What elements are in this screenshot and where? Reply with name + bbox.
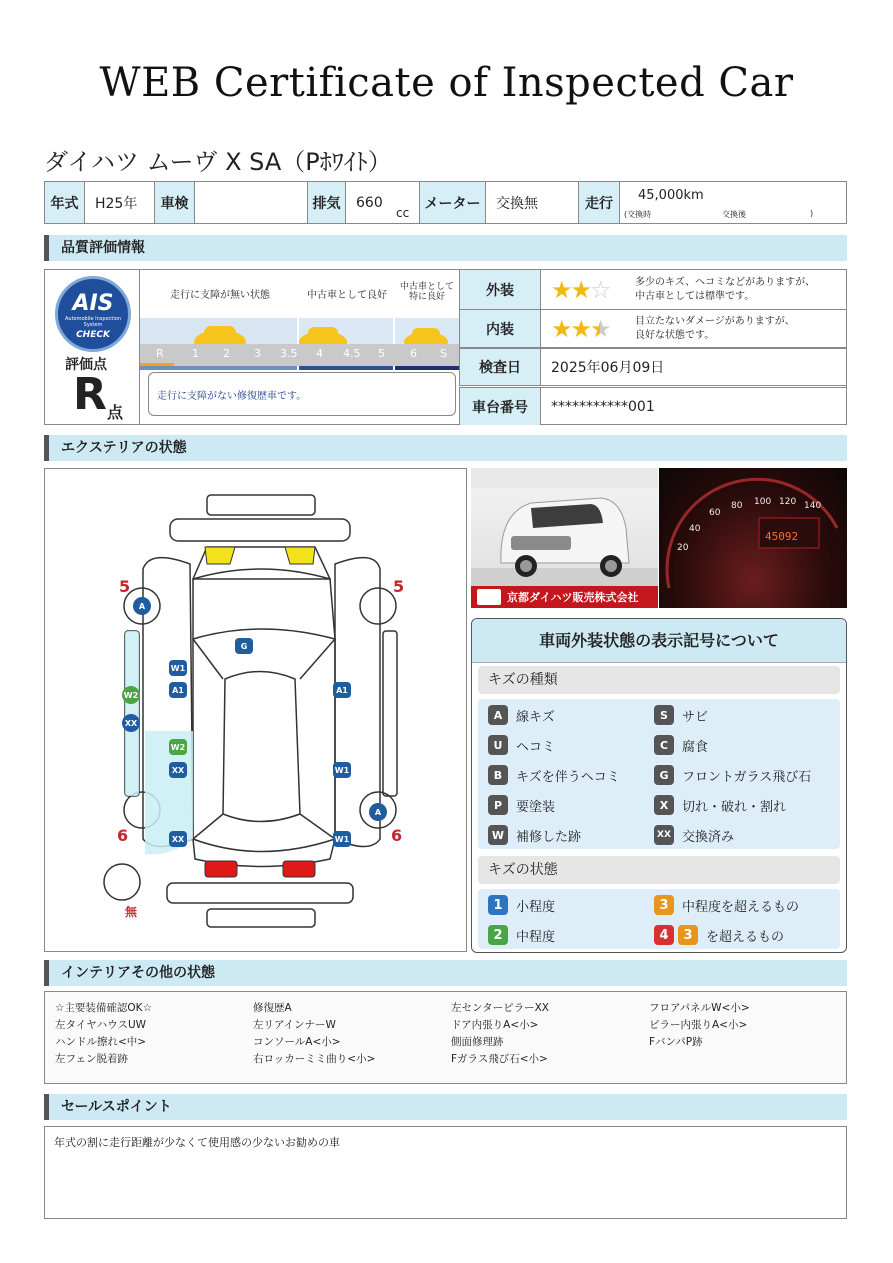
legend-item-a: A 線キズ [488,705,555,725]
interior-item: 左タイヤハウスUW [55,1019,147,1031]
interior-desc-line2: 良好な状態です。 [635,329,715,341]
car-diagram [45,469,466,951]
legend-state-1: 1 小程度 [488,895,555,915]
exterior-section-header: エクステリアの状態 [44,435,847,461]
interior-item: 左フェン脱着跡 [55,1053,128,1065]
displacement-value: 660 [356,194,383,211]
scale-step-2: 2 [223,347,230,360]
legend-state-4: 4 3 を超えるもの [654,925,784,945]
svg-text:100: 100 [754,497,772,507]
svg-text:140: 140 [804,501,822,511]
odometer-readout: 45092 [765,530,799,543]
interior-item: 右ロッカーミミ曲り<小> [253,1053,376,1065]
quality-section-header: 品質評価情報 [44,235,847,261]
car-name: ダイハツ ムーヴ X SA（Pﾎﾜｲﾄ） [44,148,392,176]
tire-label-rl: 6 [117,826,129,845]
mileage-cell [620,182,846,223]
score-unit: 点 [107,403,124,422]
exterior-label: 外装 [459,270,541,309]
legend-state-2: 2 中程度 [488,925,555,945]
badge-g-windshield [235,638,253,654]
badge-w1-right-rear [333,762,351,778]
inspection-date-value: 2025年06月09日 [551,360,665,376]
score-comment: 走行に支障がない修復歴車です。 [157,391,307,402]
scale-header-2: 中古車として良好 [307,290,387,301]
tire-label-fr: 5 [393,577,405,596]
inspection-date-label: 検査日 [459,349,541,385]
badge-a1-left-front [169,682,187,698]
interior-item: 左センターピラーXX [451,1002,549,1014]
interior-desc-line1: 目立たないダメージがありますが、 [635,315,795,327]
badge-xx-rear-left [169,831,187,847]
scale-step-1: 1 [192,347,199,360]
interior-item: Fガラス飛び石<小> [451,1053,548,1065]
scale-step-r: R [156,347,164,360]
inspection-date-row [459,348,847,386]
legend-item-x: X 切れ・破れ・割れ [654,795,786,815]
sales-section-header: セールスポイント [44,1094,847,1120]
interior-item: FバンパP跡 [649,1036,703,1048]
vin-row [459,387,847,425]
svg-text:G: G [240,642,248,651]
svg-text:20: 20 [677,543,689,553]
ais-logo [55,276,131,352]
svg-text:W1: W1 [334,766,350,775]
car-photo[interactable] [471,468,658,608]
year-label: 年式 [45,182,85,223]
badge-xx-skirt [122,714,140,732]
exterior-desc [635,276,815,304]
ais-logo-name: AIS [72,291,114,316]
exterior-desc-line2: 中古車としては標準です。 [635,290,755,302]
tire-label-rr: 6 [391,826,403,845]
meter-label: メーター [420,182,486,223]
legend-item-g: G フロントガラス飛び石 [654,765,811,785]
scale-step-3: 3 [254,347,261,360]
legend-item-s: S サビ [654,705,708,725]
svg-text:XX: XX [171,835,185,844]
svg-text:W2: W2 [170,743,186,752]
scale-header-3: 中古車として特に良好 [399,282,454,302]
damage-state-area [478,889,840,949]
scale-step-s: S [440,347,447,360]
vin-value: ***********001 [551,398,655,415]
legend-item-b: B キズを伴うヘコミ [488,765,620,785]
scale-step-6: 6 [410,347,417,360]
daihatsu-logo-icon [477,589,501,605]
interior-section-header: インテリアその他の状態 [44,960,847,986]
score-value: R [73,369,107,420]
scale-step-3-5: 3.5 [280,347,298,360]
interior-label: 内装 [459,310,541,347]
mileage-note-close: ) [810,209,814,218]
svg-text:A1: A1 [336,686,348,695]
svg-text:XX: XX [124,719,138,728]
car-diagram-box [44,468,467,952]
svg-text:A: A [138,602,146,611]
interior-item: 修復歴A [253,1002,292,1014]
legend-item-w: W 補修した跡 [488,825,581,845]
mileage-note-left: (交換時 [624,210,652,219]
interior-item: ピラー内張りA<小> [649,1019,748,1031]
scale-step-5: 5 [378,347,385,360]
vin-label: 車台番号 [459,388,541,425]
badge-a1-right-front [333,682,351,698]
interior-item: ハンドル擦れ<中> [55,1036,147,1048]
interior-rating-row [459,310,847,348]
mileage-note-right: 交換後 [722,210,746,219]
exterior-rating-row [459,270,847,310]
meter-photo[interactable] [659,468,847,608]
symbol-legend [471,618,847,953]
sales-point-text: 年式の割に走行距離が少なくて使用感の少ないお勧めの車 [54,1136,340,1149]
svg-text:A: A [374,808,382,817]
comment-bubble [148,372,456,416]
svg-text:40: 40 [689,524,701,534]
legend-item-u: U ヘコミ [488,735,555,755]
svg-text:W1: W1 [334,835,350,844]
interior-item: コンソールA<小> [253,1036,341,1048]
dealer-name: 京都ダイハツ販売株式会社 [507,591,639,604]
scale-header-1: 走行に支障が無い状態 [170,290,270,301]
exterior-stars: ★★☆ [551,275,610,304]
interior-rating [541,310,847,347]
badge-xx-left-rear [169,762,187,778]
interior-item: 左リアインナーW [253,1019,336,1031]
legend-item-xx: XX 交換済み [654,825,734,845]
shaken-label: 車検 [155,182,195,223]
svg-text:A1: A1 [172,686,184,695]
mileage-label: 走行 [579,182,620,223]
damage-type-area [478,699,840,849]
displacement-label: 排気 [308,182,346,223]
scale-step-labels [140,344,459,366]
svg-text:XX: XX [171,766,185,775]
meter-value: 交換無 [486,182,579,223]
legend-state-3: 3 中程度を超えるもの [654,895,799,915]
tire-label-fl: 5 [119,577,131,596]
interior-box [44,991,847,1084]
badge-w1-left-front [169,660,187,676]
legend-item-c: C 腐食 [654,735,708,755]
score-scale [140,270,459,425]
badge-w2-left-rear [169,739,187,755]
ais-logo-sub: Automobile Inspection System [65,316,121,328]
svg-text:60: 60 [709,508,721,518]
interior-item: フロアパネルW<小> [649,1002,750,1014]
interior-item: ドア内張りA<小> [451,1019,539,1031]
svg-text:W2: W2 [123,691,139,700]
interior-item: ☆主要装備確認OK☆ [55,1002,152,1014]
displacement-cell [346,182,420,223]
rating-table [459,270,847,425]
legend-title: 車両外装状態の表示記号について [472,619,846,663]
svg-text:80: 80 [731,501,743,511]
interior-stars: ★★★ [551,314,610,343]
scale-indicator [140,363,174,366]
speedometer-illustration [659,468,847,608]
spare-tire-label: 無 [125,905,138,919]
damage-state-header: キズの状態 [478,856,840,884]
year-value: H25年 [85,182,155,223]
interior-desc [635,315,795,343]
page-title: WEB Certificate of Inspected Car [99,60,794,106]
quality-box [44,269,847,425]
sales-point-box [44,1126,847,1219]
score-label: 評価点 [65,357,107,373]
scale-step-4-5: 4.5 [343,347,361,360]
displacement-unit: cc [396,206,410,220]
mileage-value: 45,000km [638,188,704,203]
damage-type-header: キズの種類 [478,666,840,694]
legend-item-p: P 要塗装 [488,795,555,815]
svg-text:120: 120 [779,497,797,507]
exterior-rating [541,270,847,309]
badge-w2-skirt [122,686,140,704]
shaken-value [195,182,308,223]
interior-item: 側面修理跡 [451,1036,504,1048]
ais-logo-check: CHECK [76,330,110,340]
badge-a-front-left [133,597,151,615]
badge-w1-rear-right [333,831,351,847]
badge-a-rear-right [369,803,387,821]
exterior-desc-line1: 多少のキズ、ヘコミなどがありますが、 [635,276,816,288]
scale-step-4: 4 [316,347,323,360]
spec-table [44,181,847,224]
svg-text:W1: W1 [170,664,186,673]
